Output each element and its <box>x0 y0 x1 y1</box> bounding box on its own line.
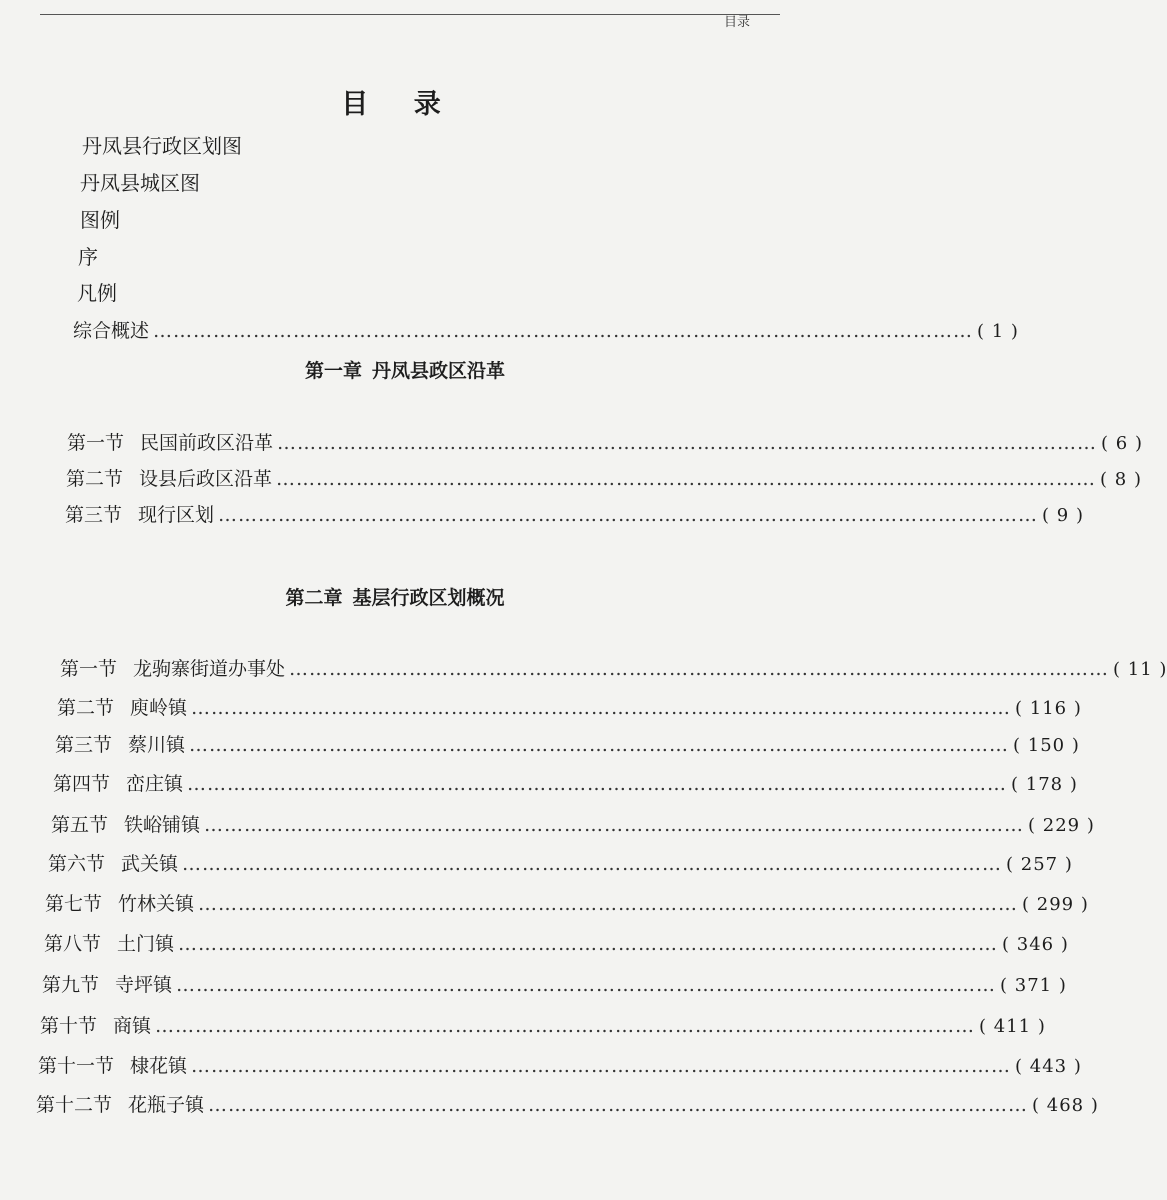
section-label: 第四节 <box>53 773 111 795</box>
toc-entry[interactable] <box>44 932 1069 957</box>
entry-page-number: ( 11 ) <box>1113 659 1167 680</box>
page-title: 目 录 <box>341 89 459 120</box>
leader-dots: …………………………………………………………………………………………………………… <box>155 1015 976 1037</box>
section-label: 第十节 <box>40 1015 98 1037</box>
chapter-title: 丹凤县政区沿革 <box>372 360 506 382</box>
entry-title: 综合概述 <box>73 320 150 342</box>
chapter-label: 第一章 <box>304 360 362 382</box>
toc-entry[interactable] <box>36 1093 1099 1118</box>
leader-dots: …………………………………………………………………………………………………………… <box>204 814 1025 836</box>
entry-page-number: ( 411 ) <box>979 1016 1046 1037</box>
section-label: 第五节 <box>51 814 109 836</box>
section-label: 第一节 <box>60 658 118 680</box>
entry-title: 庾岭镇 <box>130 697 188 719</box>
entry-title: 棣花镇 <box>130 1055 188 1077</box>
toc-entry[interactable] <box>48 852 1073 877</box>
front-matter-item[interactable]: 凡例 <box>77 281 117 305</box>
entry-page-number: ( 257 ) <box>1006 854 1073 875</box>
entry-page-number: ( 229 ) <box>1028 815 1095 836</box>
toc-entry[interactable] <box>51 813 1095 838</box>
section-label: 第一节 <box>67 432 125 454</box>
entry-title: 峦庄镇 <box>126 773 184 795</box>
entry-title: 花瓶子镇 <box>128 1094 205 1116</box>
entry-page-number: ( 1 ) <box>977 321 1019 342</box>
leader-dots: …………………………………………………………………………………………………………… <box>198 893 1019 915</box>
entry-page-number: ( 299 ) <box>1022 894 1089 915</box>
section-label: 第二节 <box>57 697 115 719</box>
leader-dots: …………………………………………………………………………………………………………… <box>289 658 1110 680</box>
entry-title: 土门镇 <box>117 933 175 955</box>
entry-title: 武关镇 <box>121 853 179 875</box>
toc-entry-overview[interactable] <box>73 319 1019 344</box>
entry-title: 铁峪铺镇 <box>124 814 201 836</box>
entry-title: 竹林关镇 <box>118 893 195 915</box>
chapter-heading <box>0 583 800 610</box>
entry-page-number: ( 346 ) <box>1002 934 1069 955</box>
header-rule <box>40 14 780 30</box>
leader-dots: …………………………………………………………………………………………………………… <box>277 432 1098 454</box>
chapter-heading <box>10 356 800 383</box>
section-label: 第六节 <box>48 853 106 875</box>
entry-page-number: ( 150 ) <box>1013 735 1080 756</box>
entry-title: 设县后政区沿革 <box>139 468 273 490</box>
toc-entry[interactable] <box>53 772 1078 797</box>
toc-entry[interactable] <box>40 1014 1046 1039</box>
front-matter-item[interactable]: 丹凤县城区图 <box>80 171 200 195</box>
toc-entry[interactable] <box>55 733 1080 758</box>
leader-dots: …………………………………………………………………………………………………………… <box>276 468 1097 490</box>
leader-dots: …………………………………………………………………………………………………………… <box>182 853 1003 875</box>
toc-entry[interactable] <box>60 657 1167 682</box>
toc-entry[interactable] <box>45 892 1089 917</box>
entry-title: 蔡川镇 <box>128 734 186 756</box>
entry-page-number: ( 8 ) <box>1100 469 1142 490</box>
toc-entry[interactable] <box>42 973 1067 998</box>
entry-page-number: ( 468 ) <box>1032 1095 1099 1116</box>
section-label: 第三节 <box>55 734 113 756</box>
chapter-title: 基层行政区划概况 <box>352 587 505 609</box>
section-label: 第七节 <box>45 893 103 915</box>
running-head: 目录 <box>723 15 750 30</box>
leader-dots: …………………………………………………………………………………………………………… <box>176 974 997 996</box>
leader-dots: …………………………………………………………………………………………………………… <box>191 1055 1012 1077</box>
section-label: 第二节 <box>66 468 124 490</box>
front-matter-item[interactable]: 丹凤县行政区划图 <box>82 134 242 158</box>
leader-dots: …………………………………………………………………………………………………………… <box>208 1094 1029 1116</box>
toc-entry[interactable] <box>67 431 1143 456</box>
front-matter-item[interactable]: 图例 <box>80 208 120 232</box>
leader-dots: …………………………………………………………………………………………………………… <box>218 504 1039 526</box>
chapter-label: 第二章 <box>285 587 343 609</box>
toc-entry[interactable] <box>38 1054 1082 1079</box>
toc-entry[interactable] <box>57 696 1082 721</box>
entry-title: 现行区划 <box>138 504 215 526</box>
entry-title: 民国前政区沿革 <box>140 432 274 454</box>
section-label: 第八节 <box>44 933 102 955</box>
section-label: 第九节 <box>42 974 100 996</box>
entry-page-number: ( 6 ) <box>1101 433 1143 454</box>
entry-page-number: ( 178 ) <box>1011 774 1078 795</box>
toc-entry[interactable] <box>65 503 1084 528</box>
entry-title: 龙驹寨街道办事处 <box>133 658 286 680</box>
front-matter-item[interactable]: 序 <box>78 245 98 269</box>
section-label: 第十二节 <box>36 1094 113 1116</box>
entry-page-number: ( 116 ) <box>1015 698 1082 719</box>
entry-page-number: ( 371 ) <box>1000 975 1067 996</box>
leader-dots: …………………………………………………………………………………………………………… <box>178 933 999 955</box>
entry-page-number: ( 443 ) <box>1015 1056 1082 1077</box>
entry-title: 商镇 <box>113 1015 152 1037</box>
leader-dots: …………………………………………………………………………………………………………… <box>153 320 974 342</box>
leader-dots: …………………………………………………………………………………………………………… <box>191 697 1012 719</box>
section-label: 第十一节 <box>38 1055 115 1077</box>
entry-page-number: ( 9 ) <box>1042 505 1084 526</box>
leader-dots: …………………………………………………………………………………………………………… <box>189 734 1010 756</box>
leader-dots: …………………………………………………………………………………………………………… <box>187 773 1008 795</box>
toc-entry[interactable] <box>66 467 1142 492</box>
section-label: 第三节 <box>65 504 123 526</box>
entry-title: 寺坪镇 <box>115 974 173 996</box>
